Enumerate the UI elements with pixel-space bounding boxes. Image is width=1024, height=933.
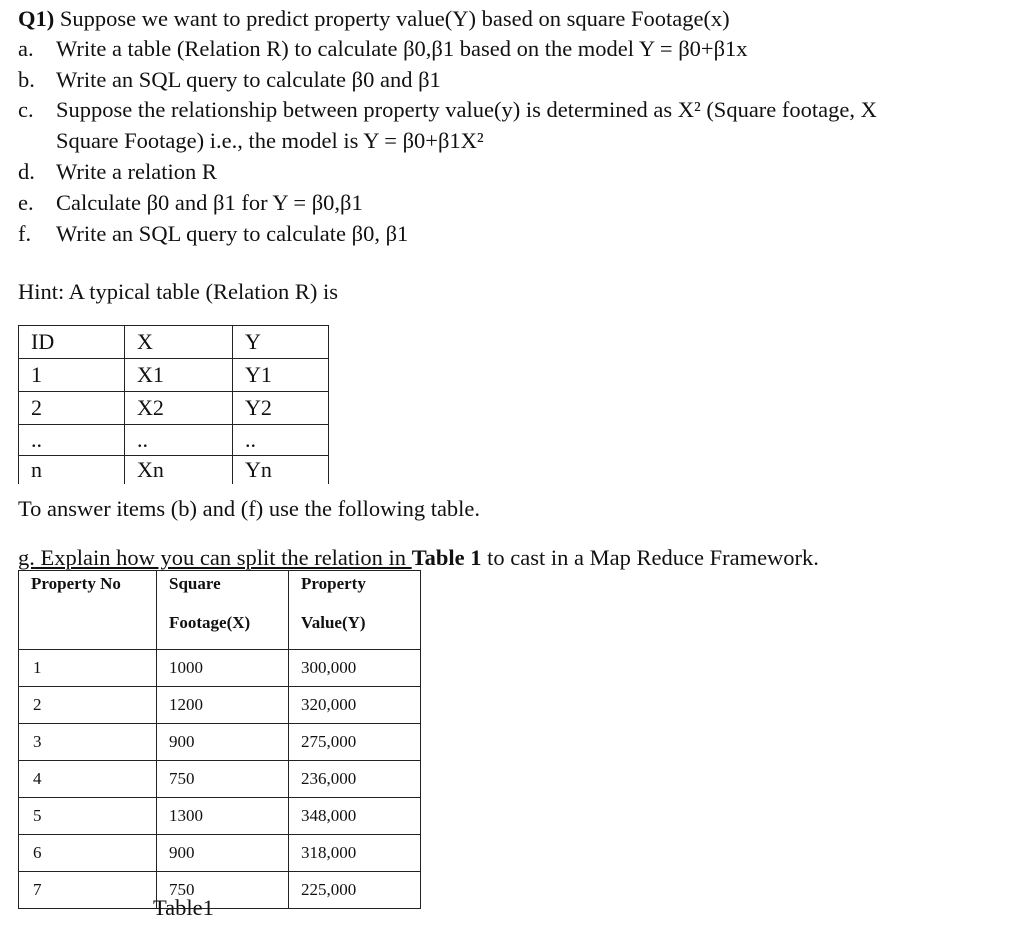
table-row	[19, 687, 421, 724]
table-cell: 275,000	[289, 724, 421, 761]
table-1	[18, 570, 421, 909]
list-item-c	[18, 95, 1018, 125]
question-heading	[18, 4, 730, 34]
question-number: Q1)	[18, 6, 55, 31]
table-cell: 225,000	[289, 872, 421, 909]
table-cell: 1	[19, 650, 157, 687]
table-cell: 300,000	[289, 650, 421, 687]
table-cell: 6	[19, 835, 157, 872]
list-item-c-continued	[18, 126, 1018, 156]
list-item-a	[18, 34, 1018, 64]
table-cell: ..	[19, 425, 125, 456]
list-item-f	[18, 219, 1018, 249]
item-text: Calculate β0 and β1 for Y = β0,β1	[56, 190, 363, 215]
table-cell: 1	[19, 359, 125, 392]
table-row	[19, 392, 329, 425]
table-cell: 236,000	[289, 761, 421, 798]
item-label: e.	[18, 190, 34, 215]
table-cell: 750	[157, 761, 289, 798]
table-cell: 900	[157, 835, 289, 872]
table-cell: 348,000	[289, 798, 421, 835]
header-cell-footage: Footage(X)	[157, 610, 289, 650]
item-g-text-after: to cast in a Map Reduce Framework.	[481, 545, 819, 570]
table-cell: 1300	[157, 798, 289, 835]
table-cell: 5	[19, 798, 157, 835]
table-cell: Xn	[125, 456, 233, 485]
table-row	[19, 425, 329, 456]
table-cell: Y1	[233, 359, 329, 392]
table-row	[19, 798, 421, 835]
item-text: Suppose the relationship between property value(y) is determined as X² (Square footage, X	[56, 97, 877, 122]
question-text: Suppose we want to predict property value(Y) based on square Footage(x)	[54, 6, 730, 31]
item-text: Square Footage) i.e., the model is Y = β0+β1X²	[56, 128, 484, 153]
table-cell: ..	[125, 425, 233, 456]
table-row	[19, 835, 421, 872]
table-cell: 900	[157, 724, 289, 761]
table-cell: 2	[19, 687, 157, 724]
header-cell: X	[125, 326, 233, 359]
table-header-row	[19, 610, 421, 650]
item-label: a.	[18, 36, 34, 61]
header-cell-property-no: Property No	[19, 571, 157, 611]
table-row	[19, 761, 421, 798]
table-cell: 750	[157, 872, 289, 909]
table-cell: 3	[19, 724, 157, 761]
header-cell-square: Square	[157, 571, 289, 611]
table-cell: X2	[125, 392, 233, 425]
table-caption: Table1	[153, 895, 214, 920]
item-g-text-before: Explain how you can split the relation in	[34, 545, 412, 570]
list-item-b	[18, 65, 1018, 95]
header-cell-empty	[19, 610, 157, 650]
table-cell: 4	[19, 761, 157, 798]
header-cell-value: Value(Y)	[289, 610, 421, 650]
item-label: d.	[18, 159, 35, 184]
item-label: f.	[18, 221, 32, 246]
table-cell: 320,000	[289, 687, 421, 724]
item-text: Write an SQL query to calculate β0, β1	[56, 221, 409, 246]
table-cell: 2	[19, 392, 125, 425]
table-cell: 1000	[157, 650, 289, 687]
header-cell: Y	[233, 326, 329, 359]
item-g-bold: Table 1	[411, 545, 482, 570]
table-cell: 7	[19, 872, 157, 909]
table-row	[19, 872, 421, 909]
table-row	[19, 359, 329, 392]
list-item-d	[18, 157, 1018, 187]
table-cell: X1	[125, 359, 233, 392]
table-cell: Yn	[233, 456, 329, 485]
item-label: b.	[18, 67, 35, 92]
hint-text: Hint: A typical table (Relation R) is	[18, 279, 338, 304]
item-g-label: g.	[18, 545, 35, 570]
table-cell: n	[19, 456, 125, 485]
answer-note: To answer items (b) and (f) use the following table.	[18, 496, 481, 521]
list-item-g	[18, 543, 819, 573]
table-row	[19, 456, 329, 485]
item-text: Write an SQL query to calculate β0 and β1	[56, 67, 441, 92]
item-text: Write a relation R	[56, 159, 217, 184]
item-text: Write a table (Relation R) to calculate β0,β1 based on the model Y = β0+β1x	[56, 36, 748, 61]
header-cell: ID	[19, 326, 125, 359]
item-label: c.	[18, 97, 34, 122]
table-cell: 1200	[157, 687, 289, 724]
table-header-row	[19, 571, 421, 611]
table-cell: Y2	[233, 392, 329, 425]
table-cell: ..	[233, 425, 329, 456]
list-item-e	[18, 188, 1018, 218]
table-row	[19, 650, 421, 687]
table-row	[19, 724, 421, 761]
table-cell: 318,000	[289, 835, 421, 872]
table-header-row	[19, 326, 329, 359]
header-cell-property: Property	[289, 571, 421, 611]
relation-table	[18, 325, 329, 484]
